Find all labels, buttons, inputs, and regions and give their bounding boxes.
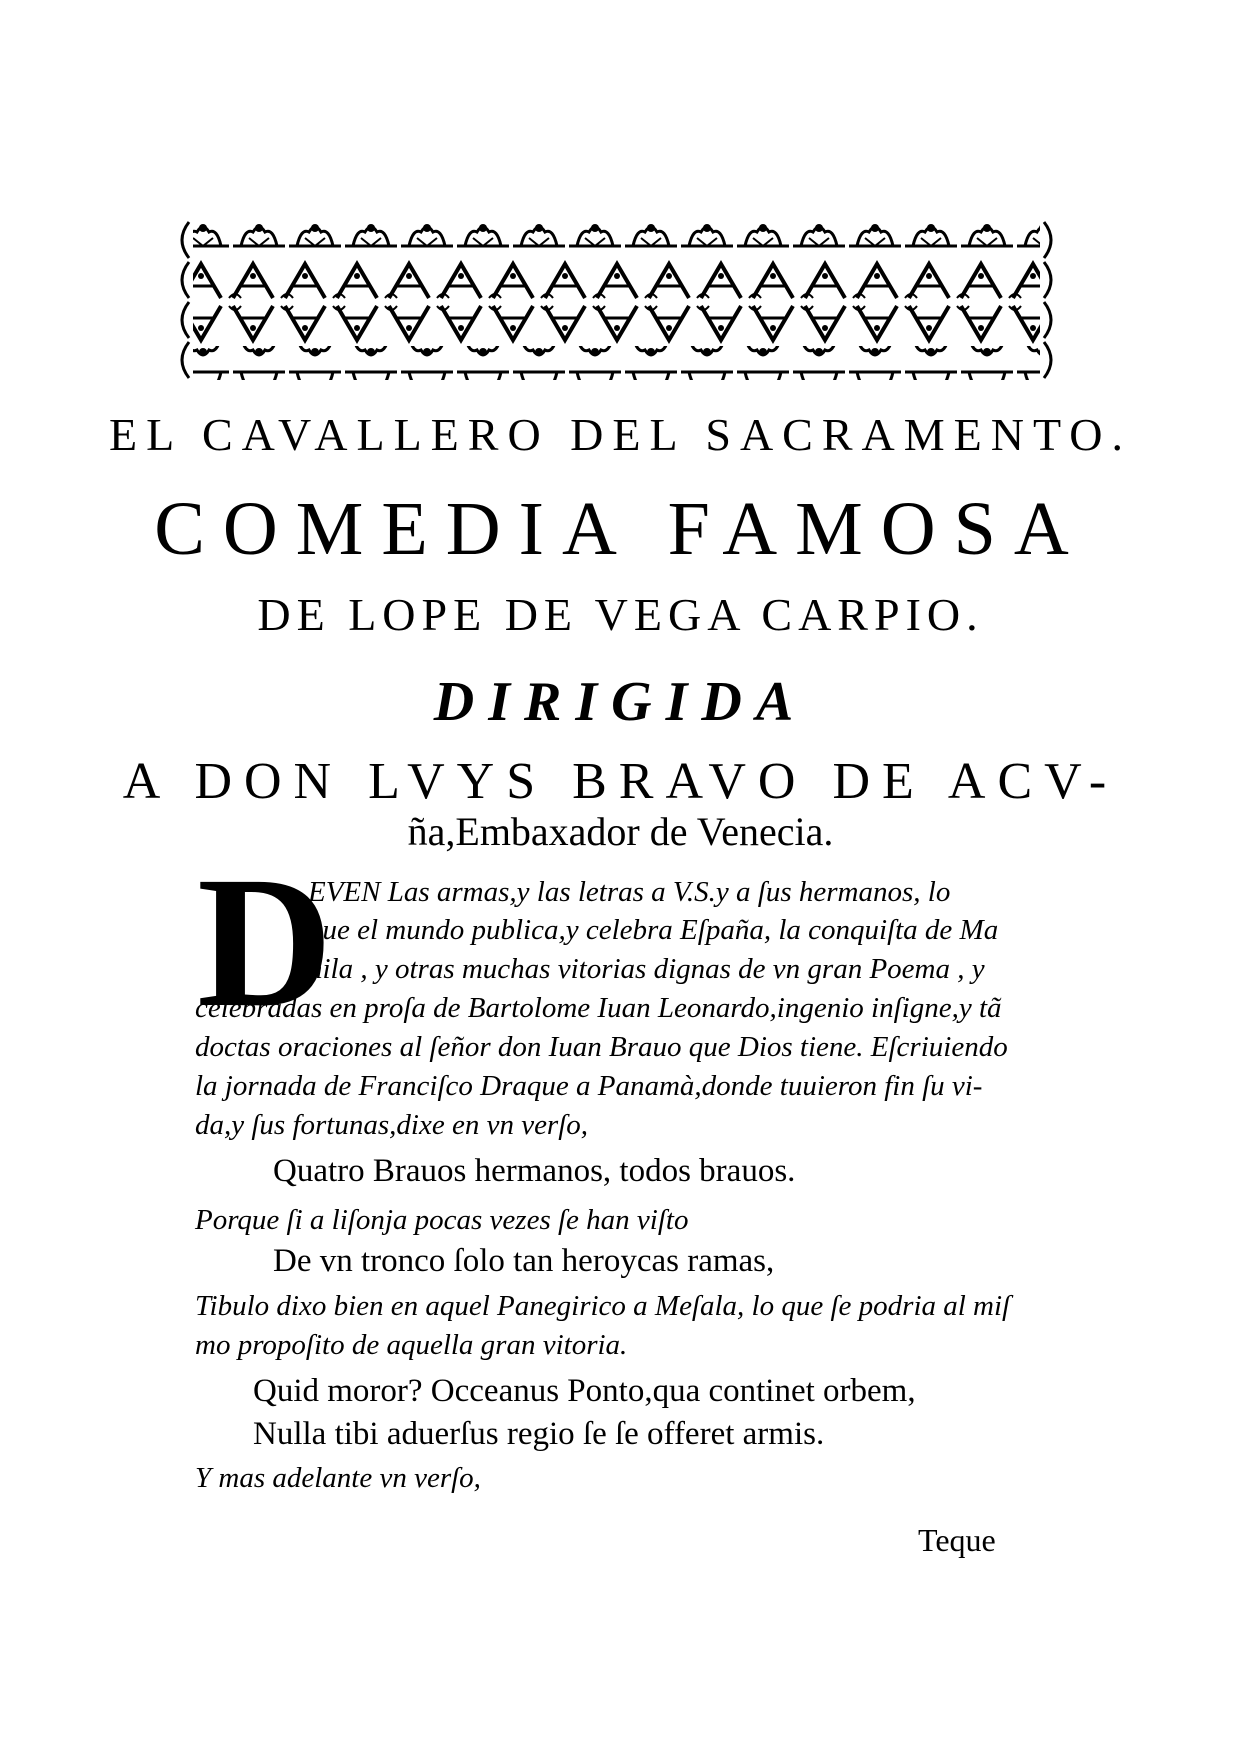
text-line: Y mas adelante vn verſo, [195,1462,481,1494]
dedicatee-line-continued: ña,Embaxador de Venecia. [407,809,834,854]
verse-quote: Quatro Brauos hermanos, todos brauos. [273,1153,796,1189]
dedicatee-line: A DON LVYS BRAVO DE ACV- [122,753,1119,810]
text-line: que el mundo publica,y celebra Eſpaña, la conquiſta de Ma [308,914,999,946]
text-line: mo propoſito de aquella gran vitoria. [195,1329,628,1361]
drop-cap-initial: D [197,837,333,1046]
running-title: EL CAVALLERO DEL SACRAMENTO. [109,409,1132,460]
author-line: DE LOPE DE VEGA CARPIO. [257,589,984,640]
catchword: Teque [918,1522,996,1558]
verse-quote: Quid moror? Occeanus Ponto,qua continet orbem, [253,1373,916,1409]
text-line: da,y ſus fortunas,dixe en vn verſo, [195,1109,589,1141]
dedication-heading: DIRIGIDA [433,671,808,733]
text-line: Porque ſi a liſonja pocas vezes ſe han viſto [195,1204,689,1236]
text-line: la jornada de Franciſco Draque a Panamà,donde tuuieron fin ſu vi- [195,1070,983,1102]
text-line: celebradas en proſa de Bartolome Iuan Leonardo,ingenio inſigne,y tã [195,992,1002,1024]
text-line: doctas oraciones al ſeñor don Iuan Brauo que Dios tiene. Eſcriuiendo [195,1031,1008,1063]
text-line: nila , y otras muchas vitorias dignas de vn gran Poema , y [308,953,985,985]
text-line: EVEN Las armas,y las letras a V.S.y a ſus hermanos, lo [308,876,951,908]
page-title: COMEDIA FAMOSA [154,487,1087,571]
verse-quote: De vn tronco ſolo tan heroycas ramas, [273,1243,775,1279]
ornamental-border-band [175,218,1058,383]
text-line: Tibulo dixo bien en aquel Panegirico a Meſala, lo que ſe podria al miſ [195,1290,1011,1322]
verse-quote: Nulla tibi aduerſus regio ſe ſe offeret armis. [253,1416,825,1452]
